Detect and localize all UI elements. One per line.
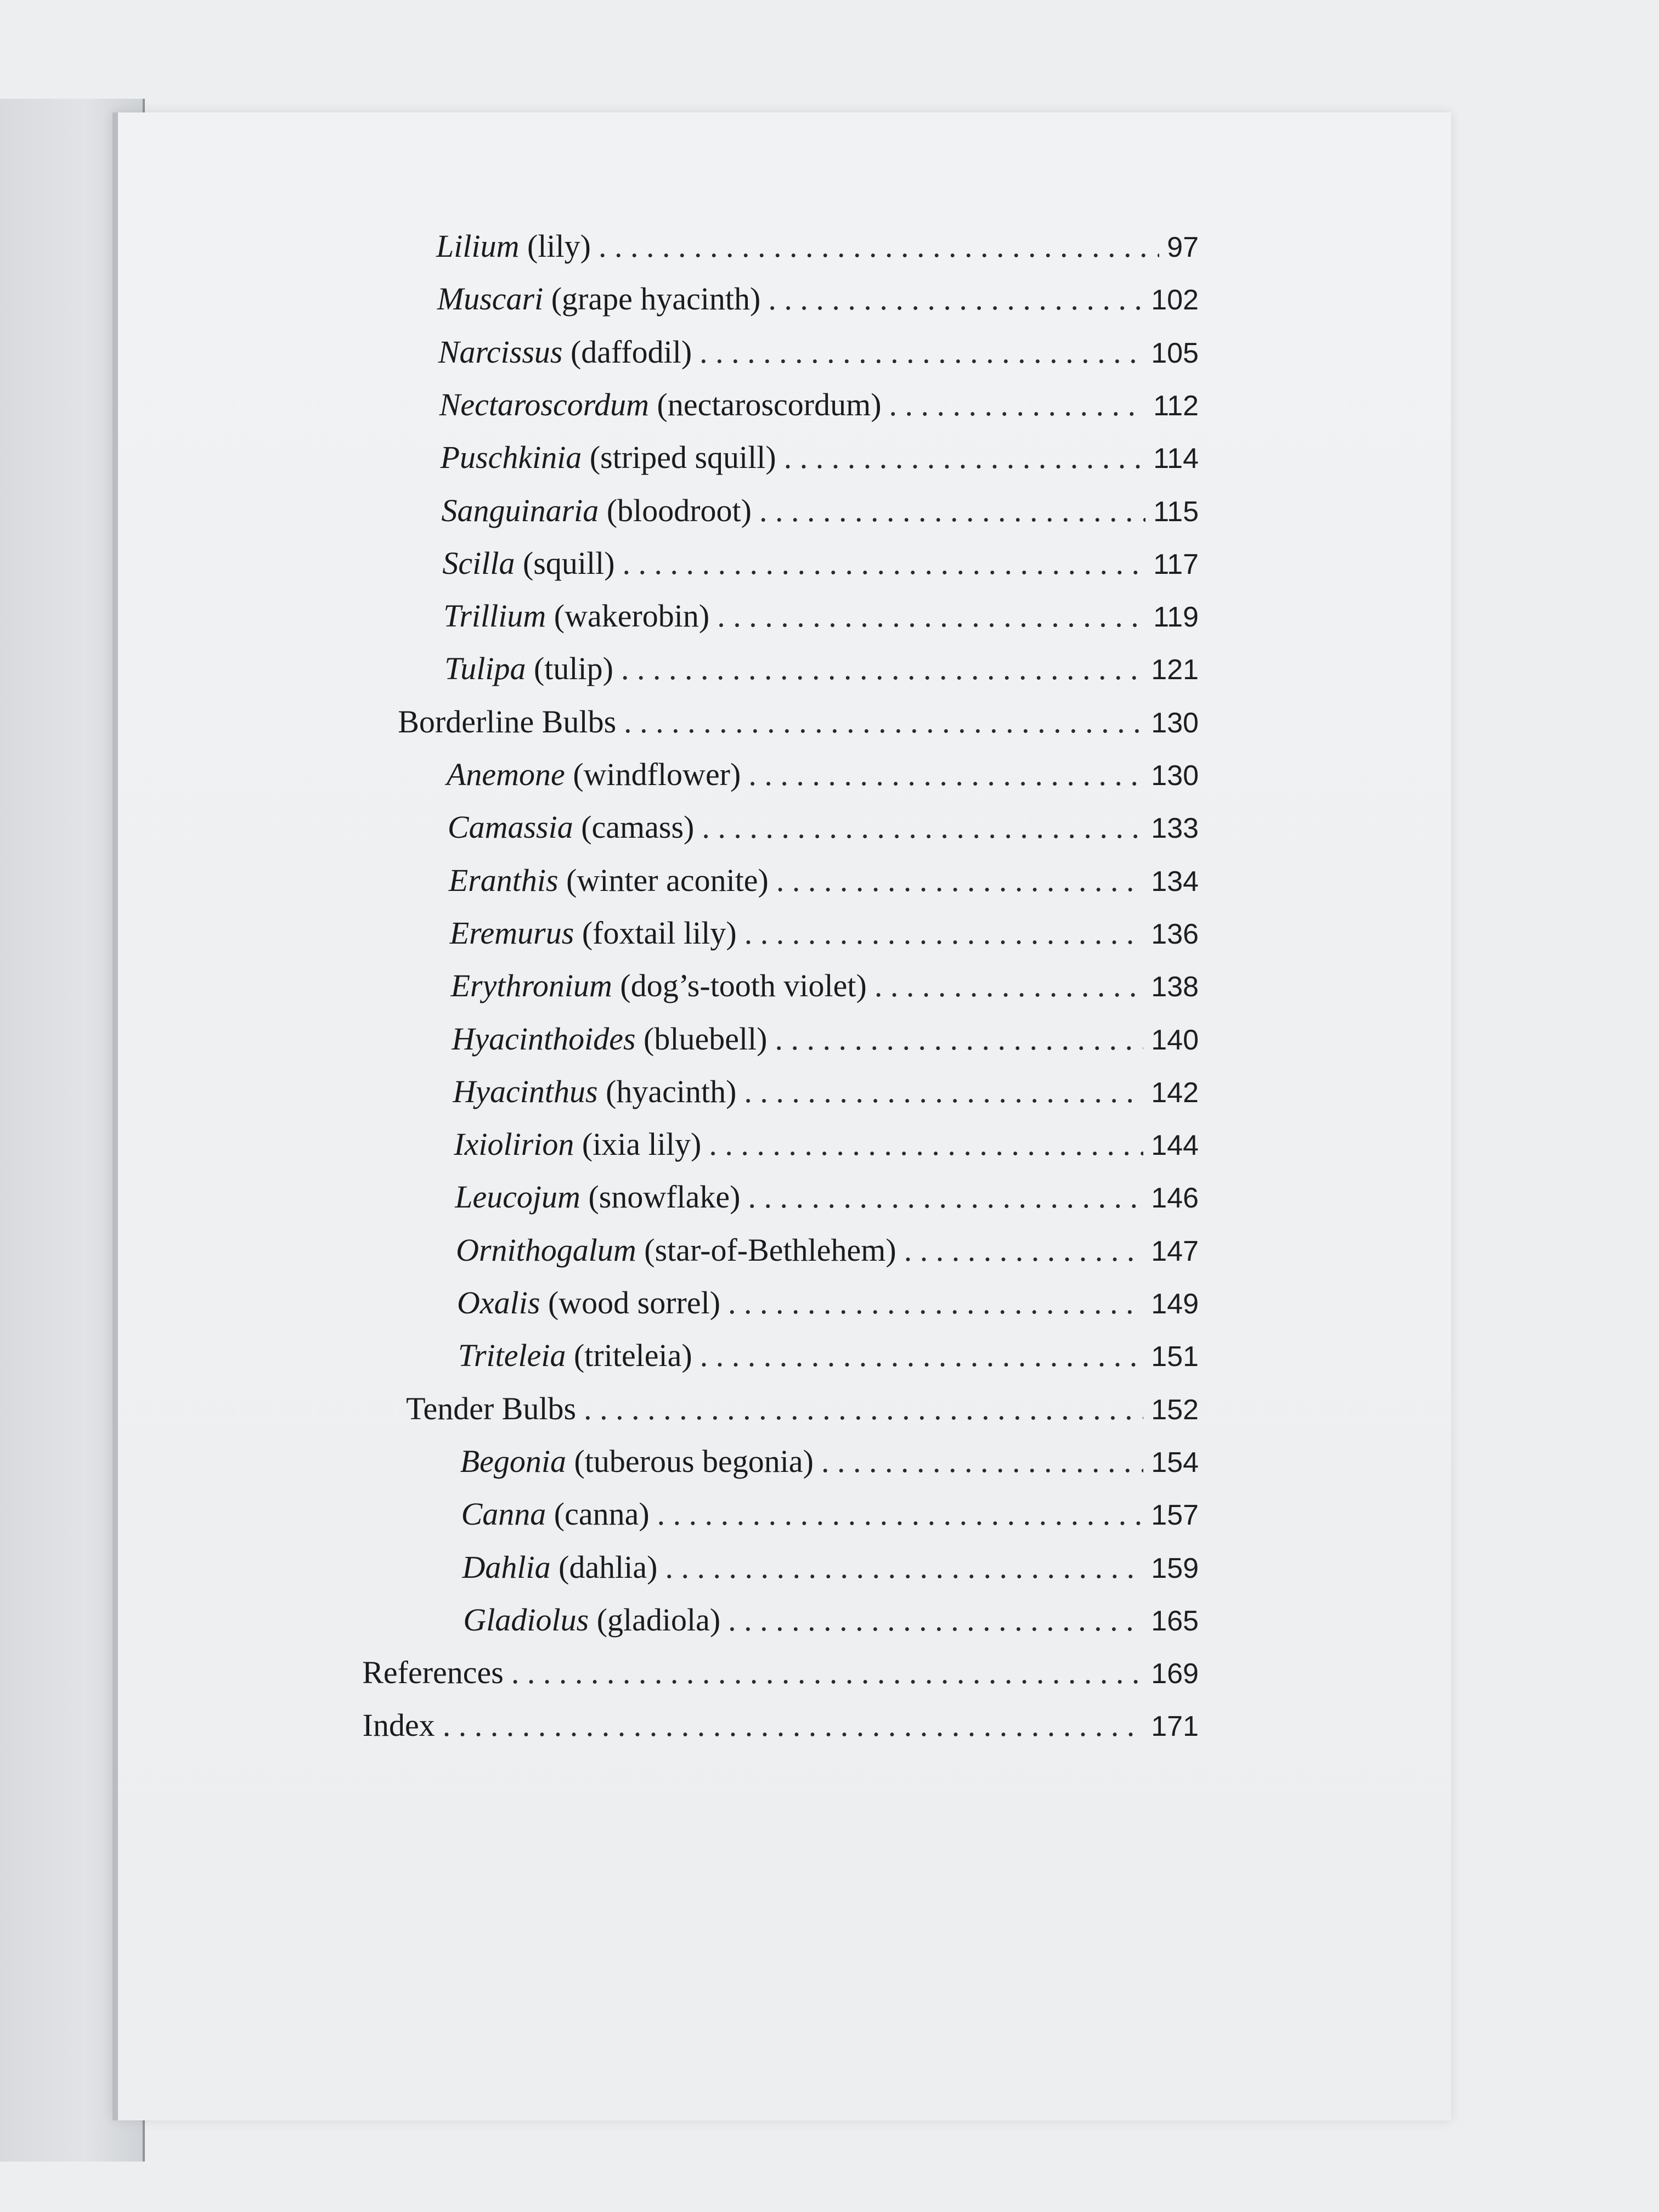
toc-genus-name: Tulipa (444, 651, 526, 687)
toc-common-name: (windflower) (565, 757, 741, 792)
toc-common-name: (gladiola) (589, 1601, 721, 1638)
toc-page-number: 165 (1151, 1605, 1199, 1637)
toc-common-name: (wood sorrel) (540, 1285, 721, 1321)
toc-page-number: 117 (1153, 548, 1199, 580)
toc-common-name: (nectaroscordum) (649, 386, 882, 422)
dot-leader (599, 230, 1159, 262)
toc-entry (460, 1443, 1199, 1479)
toc-common-name: (squill) (515, 545, 615, 581)
dot-leader (874, 970, 1143, 1002)
toc-page-number: 130 (1151, 760, 1199, 792)
toc-genus-name: Puschkinia (440, 439, 582, 476)
toc-page-number: 147 (1151, 1235, 1199, 1267)
toc-page-number: 146 (1151, 1182, 1199, 1215)
dot-leader (709, 1128, 1143, 1160)
toc-entry-title (463, 1601, 721, 1638)
toc-page-number: 114 (1153, 443, 1199, 475)
toc-entry-title (398, 703, 617, 740)
toc-entry (456, 1234, 1199, 1266)
toc-common-name: (dahlia) (550, 1549, 658, 1585)
toc-entry-title (447, 759, 741, 791)
toc-common-name: (bluebell) (635, 1020, 768, 1057)
toc-common-name: (daffodil) (562, 334, 692, 370)
toc-genus-name: Anemone (447, 757, 565, 792)
toc-entry-title (436, 230, 591, 262)
toc-genus-name: Begonia (460, 1443, 566, 1479)
toc-entry-title (450, 917, 737, 949)
toc-common-name: (hyacinth) (597, 1073, 737, 1109)
toc-entry-title (457, 1287, 720, 1319)
toc-genus-name: Triteleia (458, 1338, 566, 1374)
toc-section-name: References (362, 1655, 504, 1691)
toc-genus-name: Dahlia (462, 1549, 551, 1585)
toc-page-number: 154 (1151, 1446, 1199, 1479)
toc-entry (448, 862, 1199, 898)
toc-entry-title (439, 386, 882, 422)
toc-entry-title (362, 1657, 504, 1689)
toc-common-name: (foxtail lily) (574, 915, 737, 951)
toc-entry (447, 759, 1199, 791)
toc-entry (442, 545, 1199, 581)
toc-page-number: 115 (1153, 495, 1199, 528)
toc-genus-name: Eranthis (448, 862, 558, 898)
toc-page-number: 144 (1151, 1130, 1199, 1162)
toc-entry-title (442, 545, 615, 581)
toc-entry-title (461, 1498, 650, 1530)
dot-leader (511, 1657, 1143, 1689)
toc-entry-title (453, 1073, 737, 1109)
toc-common-name: (grape hyacinth) (543, 281, 761, 317)
dot-leader (748, 759, 1143, 791)
dot-leader (621, 653, 1143, 685)
dot-leader (699, 336, 1143, 368)
toc-page-number: 169 (1151, 1658, 1199, 1690)
toc-page-number: 171 (1151, 1711, 1199, 1743)
page-gutter-edge (112, 112, 118, 2120)
dot-leader (821, 1446, 1143, 1477)
dot-leader (776, 865, 1143, 896)
dot-leader (584, 1393, 1143, 1425)
toc-entry-title (444, 653, 613, 685)
toc-section-name: Tender Bulbs (406, 1390, 577, 1426)
table-of-contents (112, 112, 1451, 2120)
toc-page-number: 102 (1151, 284, 1199, 317)
toc-entry-title (363, 1709, 435, 1741)
toc-common-name: (triteleia) (566, 1338, 692, 1374)
toc-entry (461, 1498, 1199, 1530)
toc-entry (462, 1551, 1199, 1583)
toc-entry (453, 1073, 1199, 1109)
toc-genus-name: Canna (461, 1496, 546, 1532)
toc-genus-name: Hyacinthus (453, 1073, 598, 1109)
toc-entry-title (458, 1340, 692, 1372)
toc-genus-name: Ixiolirion (454, 1126, 574, 1163)
toc-entry-title (451, 970, 867, 1002)
toc-page-number: 119 (1153, 601, 1199, 634)
toc-genus-name: Ornithogalum (456, 1232, 636, 1268)
toc-common-name: (snowflake) (580, 1179, 741, 1215)
toc-page-number: 152 (1151, 1393, 1199, 1426)
toc-page-number: 142 (1151, 1076, 1199, 1109)
toc-entry (451, 970, 1199, 1002)
toc-genus-name: Narcissus (438, 334, 563, 370)
toc-page-number: 112 (1153, 390, 1199, 422)
toc-entry-title (454, 1126, 702, 1163)
toc-entry (437, 283, 1199, 315)
dot-leader (624, 706, 1143, 738)
dot-leader (748, 1181, 1143, 1213)
toc-page-number: 130 (1151, 707, 1199, 739)
dot-leader (700, 1340, 1144, 1372)
toc-entry-title (443, 600, 709, 632)
toc-entry (444, 653, 1199, 685)
toc-page-number: 133 (1151, 812, 1199, 845)
toc-genus-name: Gladiolus (463, 1601, 589, 1638)
dot-leader (744, 917, 1144, 949)
toc-genus-name: Nectaroscordum (439, 386, 650, 422)
toc-page-number: 105 (1151, 337, 1199, 369)
toc-entry-title (437, 283, 760, 315)
toc-common-name: (canna) (546, 1496, 650, 1532)
toc-entry (406, 1390, 1199, 1426)
toc-page-number: 134 (1151, 865, 1199, 898)
toc-entry (452, 1020, 1199, 1057)
toc-genus-name: Scilla (442, 545, 515, 581)
dot-leader (702, 811, 1143, 843)
toc-genus-name: Muscari (437, 281, 544, 317)
toc-entry-title (462, 1551, 658, 1583)
dot-leader (717, 600, 1146, 632)
dot-leader (623, 548, 1146, 579)
dot-leader (889, 389, 1146, 421)
toc-section-name: Borderline Bulbs (398, 703, 617, 740)
toc-common-name: (striped squill) (582, 439, 776, 476)
book-page (112, 112, 1451, 2120)
toc-page-number: 157 (1151, 1499, 1199, 1532)
toc-entry (438, 336, 1199, 368)
toc-entry-title (452, 1020, 768, 1057)
toc-entry (457, 1287, 1199, 1319)
dot-leader (784, 442, 1146, 473)
toc-entry (436, 230, 1199, 262)
toc-entry (458, 1340, 1199, 1372)
toc-entry (398, 703, 1199, 740)
toc-genus-name: Leucojum (455, 1179, 580, 1215)
dot-leader (904, 1234, 1144, 1266)
dot-leader (768, 283, 1143, 315)
toc-common-name: (dog’s-tooth violet) (612, 968, 867, 1004)
toc-entry (455, 1181, 1199, 1213)
toc-genus-name: Erythronium (450, 968, 612, 1004)
dot-leader (657, 1498, 1144, 1530)
toc-page-number: 159 (1151, 1552, 1199, 1584)
toc-common-name: (lily) (519, 228, 591, 264)
toc-common-name: (wakerobin) (546, 598, 710, 634)
toc-entry-title (455, 1181, 740, 1213)
toc-entry-title (456, 1234, 896, 1266)
toc-common-name: (bloodroot) (599, 492, 752, 528)
toc-entry (439, 386, 1199, 422)
toc-entry (450, 917, 1199, 949)
toc-page-number: 121 (1151, 654, 1199, 686)
toc-entry-title (438, 336, 692, 368)
toc-entry (443, 600, 1199, 632)
toc-page-number: 151 (1151, 1341, 1199, 1373)
toc-entry-title (460, 1443, 814, 1479)
dot-leader (744, 1076, 1143, 1108)
toc-page-number: 97 (1167, 232, 1199, 263)
toc-genus-name: Sanguinaria (441, 492, 599, 528)
toc-genus-name: Lilium (436, 228, 520, 264)
toc-genus-name: Trillium (443, 598, 546, 634)
toc-entry-title (441, 492, 752, 528)
toc-entry (463, 1601, 1199, 1638)
toc-section-name: Index (362, 1707, 435, 1743)
toc-entry (440, 439, 1199, 476)
toc-page-number: 136 (1151, 918, 1199, 950)
toc-genus-name: Eremurus (449, 915, 574, 951)
toc-entry (448, 811, 1199, 843)
toc-genus-name: Oxalis (457, 1285, 540, 1321)
toc-entry-title (448, 811, 694, 843)
dot-leader (665, 1551, 1143, 1583)
toc-entry (363, 1709, 1199, 1741)
toc-common-name: (winter aconite) (558, 862, 769, 898)
toc-entry-title (448, 862, 769, 898)
toc-genus-name: Hyacinthoides (452, 1020, 636, 1057)
toc-entry (441, 492, 1199, 528)
toc-page-number: 138 (1151, 971, 1199, 1003)
dot-leader (775, 1023, 1144, 1055)
toc-entry (362, 1657, 1199, 1689)
toc-entry-title (406, 1390, 577, 1426)
toc-genus-name: Camassia (447, 809, 573, 845)
toc-common-name: (tuberous begonia) (566, 1443, 814, 1479)
toc-common-name: (tulip) (526, 651, 613, 687)
dot-leader (728, 1604, 1143, 1636)
toc-entry-title (440, 439, 776, 476)
toc-common-name: (star-of-Bethlehem) (636, 1232, 896, 1268)
toc-entry (454, 1126, 1199, 1163)
dot-leader (728, 1287, 1143, 1319)
dot-leader (759, 495, 1146, 527)
toc-common-name: (ixia lily) (574, 1126, 702, 1163)
dot-leader (443, 1709, 1144, 1741)
toc-page-number: 140 (1151, 1024, 1199, 1056)
toc-common-name: (camass) (573, 809, 695, 845)
toc-page-number: 149 (1151, 1288, 1199, 1320)
